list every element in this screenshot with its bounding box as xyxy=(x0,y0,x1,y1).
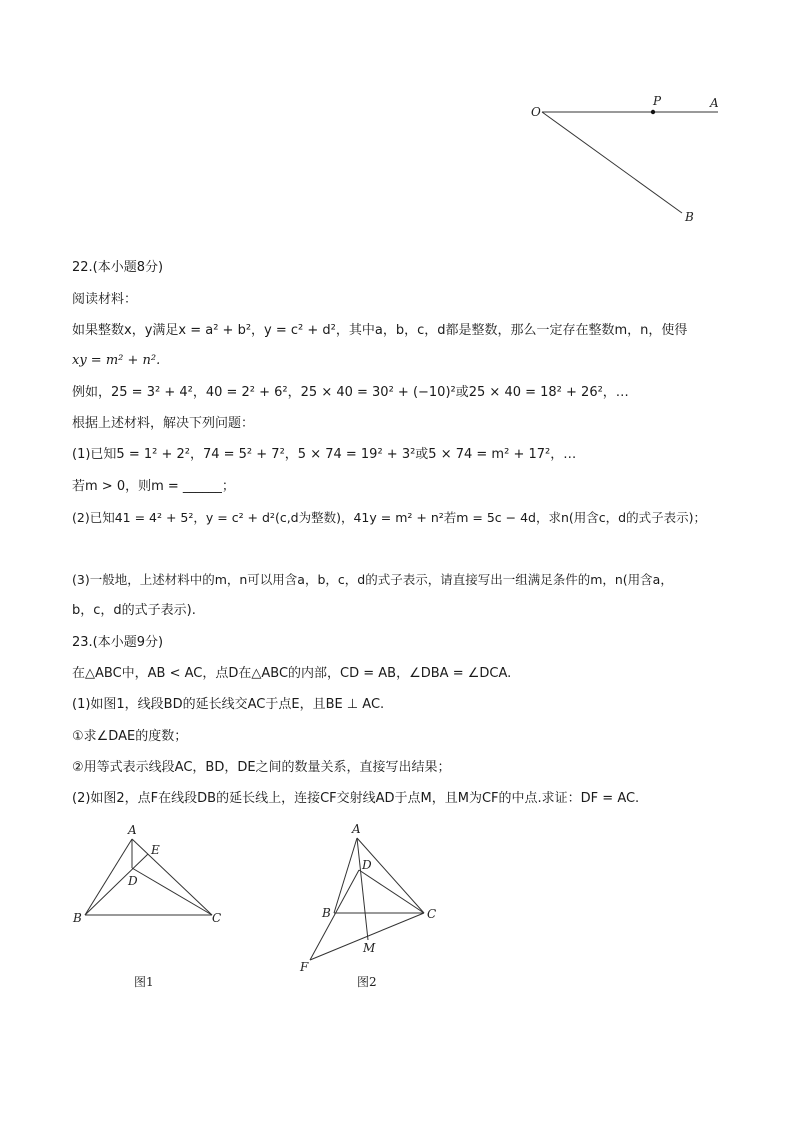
label-b: B xyxy=(685,210,694,224)
point-p xyxy=(651,110,655,114)
label-p: P xyxy=(653,94,662,108)
q22-material-line1: 如果整数x，y满足x = a² + b²，y = c² + d²，其中a，b，c，d都是整数，那么一定存在整数m，n，使得 xyxy=(72,323,688,338)
q22-material-line2: xy = m² + n². xyxy=(72,353,161,368)
q22-example: 例如，25 = 3² + 4²，40 = 2² + 6²，25 × 40 = 30² + (−10)²或25 × 40 = 18² + 26²，… xyxy=(72,385,629,400)
fig2-label-f: F xyxy=(300,960,309,974)
q22-part1-line2: 若m > 0，则m = ______； xyxy=(72,479,235,494)
figure-1 xyxy=(66,818,236,998)
fig2-side-ab xyxy=(334,838,357,913)
q23-header: 23.(本小题9分) xyxy=(72,635,164,650)
q22-reading-title: 阅读材料： xyxy=(72,292,138,307)
fig2-label-b: B xyxy=(322,906,331,920)
figure-2 xyxy=(290,818,450,998)
fig1-label-e: E xyxy=(151,843,160,857)
fig1-label-d: D xyxy=(128,874,138,888)
fig2-label-d: D xyxy=(362,858,372,872)
q23-sub2: ②用等式表示线段AC，BD，DE之间的数量关系，直接写出结果； xyxy=(72,760,451,775)
fig2-label-m: M xyxy=(363,941,376,955)
q22-instruction: 根据上述材料，解决下列问题： xyxy=(72,416,255,431)
q22-header: 22.(本小题8分) xyxy=(72,260,164,275)
fig1-segment-dc xyxy=(132,868,212,915)
fig1-caption: 图1 xyxy=(134,975,154,989)
ray-ob xyxy=(542,112,682,213)
q22-part1-line1: (1)已知5 = 1² + 2²，74 = 5² + 7²，5 × 74 = 19² + 3²或5 × 74 = m² + 17²，… xyxy=(72,447,577,462)
q22-part3-line1: (3)一般地，上述材料中的m，n可以用含a，b，c，d的式子表示，请直接写出一组满足条件的m，n(用含a， xyxy=(72,572,673,587)
label-o: O xyxy=(531,105,541,119)
q22-part3-line2: b，c，d的式子表示). xyxy=(72,603,196,618)
fig2-caption: 图2 xyxy=(357,975,377,989)
q23-sub1: ①求∠DAE的度数； xyxy=(72,729,188,744)
q23-stem: 在△ABC中，AB < AC，点D在△ABC的内部，CD = AB，∠DBA = ∠DCA. xyxy=(72,666,512,681)
q23-part2: (2)如图2，点F在线段DB的延长线上，连接CF交射线AD于点M，且M为CF的中点.求证：DF = AC. xyxy=(72,791,640,806)
fig1-label-c: C xyxy=(212,911,222,925)
label-a: A xyxy=(710,96,719,110)
figure-angle-aob xyxy=(520,90,740,230)
fig2-segment-df xyxy=(310,870,359,960)
fig1-label-b: B xyxy=(73,911,82,925)
fig2-label-c: C xyxy=(427,907,437,921)
q23-part1: (1)如图1，线段BD的延长线交AC于点E，且BE ⊥ AC. xyxy=(72,697,385,712)
q22-part2: (2)已知41 = 4² + 5²，y = c² + d²(c,d为整数)，41y = m² + n²若m = 5c − 4d，求n(用含c，d的式子表示)； xyxy=(72,510,706,525)
fig1-side-ac xyxy=(132,839,212,915)
fig1-label-a: A xyxy=(128,823,137,837)
fig2-ray-am xyxy=(357,838,368,940)
fig2-label-a: A xyxy=(352,822,361,836)
